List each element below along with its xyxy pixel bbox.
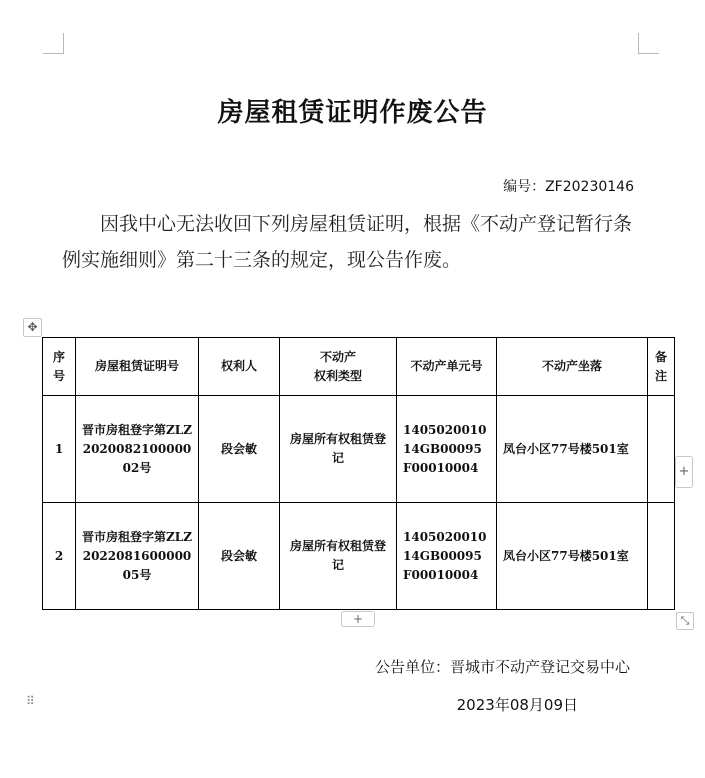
header-cell: 房屋租赁证明号 — [76, 338, 199, 396]
remark — [648, 503, 675, 610]
row-number: 1 — [43, 396, 76, 503]
header-cell: 权利人 — [199, 338, 280, 396]
right-type: 房屋所有权租赁登记 — [280, 503, 397, 610]
plus-icon: + — [678, 464, 690, 479]
table-row — [43, 396, 675, 503]
page-title: 房屋租赁证明作废公告 — [217, 98, 488, 128]
holder: 段会敏 — [199, 396, 280, 503]
plus-icon: + — [352, 612, 364, 626]
cert-number: 晋市房租登字第ZLZ202008210000002号 — [76, 396, 199, 503]
intro-text: 因我中心无法收回下列房屋租赁证明，根据《不动产登记暂行条例实施细则》第二十三条的规定，现公告作废。 — [62, 213, 633, 271]
add-column-button[interactable] — [675, 456, 693, 488]
crop-mark-top-right — [638, 33, 659, 54]
header-cell: 不动产坐落 — [497, 338, 648, 396]
unit-number: 140502001014GB00095F00010004 — [397, 396, 497, 503]
unit-number: 140502001014GB00095F00010004 — [397, 503, 497, 610]
table-row — [43, 503, 675, 610]
location: 凤台小区77号楼501室 — [497, 396, 648, 503]
row-number: 2 — [43, 503, 76, 610]
drag-handle-icon[interactable]: ⠿ — [26, 694, 36, 708]
document-number: 编号：ZF20230146 — [503, 179, 634, 195]
header-cell: 备注 — [648, 338, 675, 396]
right-type: 房屋所有权租赁登记 — [280, 396, 397, 503]
table-header-row — [43, 338, 675, 396]
table-resize-icon[interactable]: ⤡ — [676, 612, 694, 630]
table-move-icon[interactable]: ✥ — [23, 318, 42, 337]
announcement-date: 2023年08月09日 — [456, 696, 578, 714]
crop-mark-top-left — [43, 33, 64, 54]
announcement-table — [42, 337, 675, 610]
holder: 段会敏 — [199, 503, 280, 610]
cert-number: 晋市房租登字第ZLZ202208160000005号 — [76, 503, 199, 610]
remark — [648, 396, 675, 503]
add-row-button[interactable] — [341, 611, 375, 627]
header-cell: 序号 — [43, 338, 76, 396]
intro-paragraph — [62, 206, 642, 278]
header-cell: 不动产单元号 — [397, 338, 497, 396]
header-cell: 不动产 权利类型 — [280, 338, 397, 396]
location: 凤台小区77号楼501室 — [497, 503, 648, 610]
issuer: 公告单位：晋城市不动产登记交易中心 — [374, 658, 630, 676]
